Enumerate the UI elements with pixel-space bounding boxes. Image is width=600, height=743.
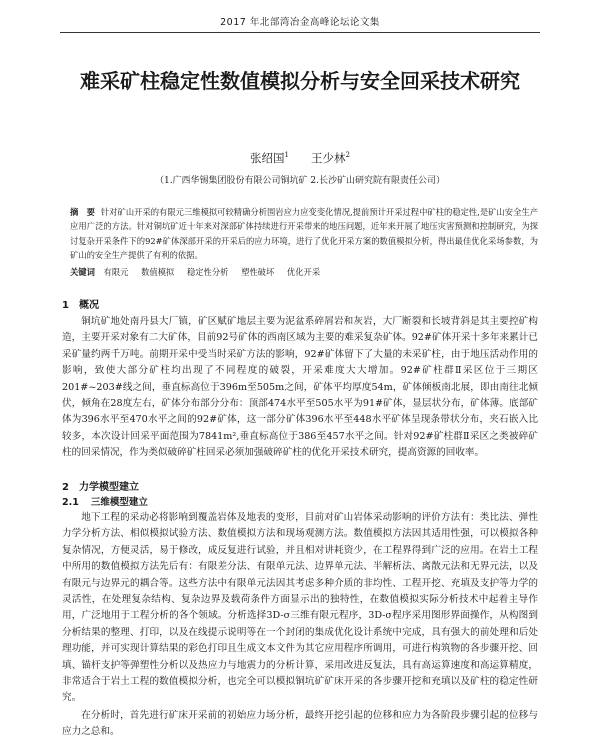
section-title: 力学模型建立 (78, 482, 139, 493)
abstract-text: 针对矿山开采的有限元三维模拟可较精确分析围岩应力应变变化情况,提前预计开采过程中矿柱的稳定性,是矿山安全生产应用广泛的方法。针对铜坑矿近十年来对深部矿体持续进行开采带来的地压问题，近年来开展了地压灾害预测和控制研究，为探讨复杂开采条件下的92#矿体深部开采的开采后的应力环境，进行了优化开采方案的数值模拟分析，得出最佳优化采场参数，为矿山的安全生产提供了有利的依据。 (70, 207, 538, 260)
paragraph: 在分析时，首先进行矿床开采前的初始应力场分析，最终开挖引起的位移和应力为各阶段步骤引起的位移与应力之总和。 (62, 710, 538, 738)
author-affil-mark: 2 (345, 151, 350, 160)
section-title: 概况 (78, 300, 99, 311)
section-heading (62, 296, 99, 311)
affiliation: （1.广西华锡集团股份有限公司铜坑矿 2.长沙矿山研究院有限责任公司） (154, 176, 446, 186)
keyword: 数值模拟 (141, 267, 175, 277)
paragraph: 铜坑矿地处南丹县大厂镇，矿区赋矿地层主要为泥盆系碎屑岩和灰岩，大厂断裂和长坡背斜是其主要控矿构造，主要开采对象有二大矿体，目前92号矿体的西南区域为主要的难采复杂矿体。92#矿体开采十多年来累计已采矿量约两千万吨。前期开采中受当时采矿方法的影响，92#矿体留下了大量的未采矿柱，由于地压活动作用的影响，致使大部分矿柱均出现了不同程度的破裂，开采难度大大增加。92#矿柱群Ⅱ采区位于三期区201#~203#线之间，垂直标高位于396m至505m之间，矿体平均厚度54m，矿体倾板南北展，即由南往北倾伏，倾角在28度左右，矿体分布部分分布：顶部474水平至505水平为91#矿体，显层状分布，矿体薄。底部矿体为396水平至470水平之间的92#矿体，这一部分矿体396水平至448水平矿体呈现条带状分布，夹石嵌入比较多，本次设计回采平面范围为7841m²,垂直标高位于386至457水平之间。针对92#矿柱群Ⅱ采区之类被碎矿柱的回采情况，作为类似破碎矿柱回采必须加强破碎矿柱的优化开采技术研究，提高资源的回收率。 (62, 316, 538, 459)
subsection-heading (62, 494, 148, 508)
keywords-label: 关键词 (70, 267, 95, 277)
author-name: 张绍国 (250, 151, 285, 165)
abstract-label: 摘 要 (70, 207, 95, 217)
subsection-title: 三维模型建立 (90, 497, 148, 508)
section-number: 2 (62, 482, 69, 493)
author-name: 王少林 (311, 151, 346, 165)
author-line (40, 150, 560, 166)
keyword: 稳定性分析 (186, 267, 229, 277)
paper-title: 难采矿柱稳定性数值模拟分析与安全回采技术研究 (80, 69, 520, 93)
running-header: 2017 年北部湾冶金高峰论坛论文集 (60, 14, 540, 33)
keywords (70, 265, 538, 279)
keyword: 塑性破坏 (241, 267, 275, 277)
section-heading (62, 478, 139, 493)
paragraph: 地下工程的采动必将影响到覆盖岩体及地表的变形，目前对矿山岩体采动影响的评价方法有：类比法、弹性力学分析方法、相似模拟试验方法、数值模拟方法和现场观测方法。数值模拟方法因其适用性强，可以模拟各种复杂情况，方便灵活，易于修改，成反复进行试验，并且相对讲耗资少，在工程界得到广泛的应用。在岩土工程中所用的数值模拟方法先后有：有限差分法、有限单元法、边界单元法、半解析法、离散元法和无界元法，以及有限元与边界元的耦合等。这些方法中有限单元法因其考虑多种介质的非均性、工程开挖、充填及支护等力学的灵活性，在处理复杂结构、复杂边界及载荷条件方面显示出的独特性，在数值模拟实际分析技术中起着主导作用，广泛地用于工程分析的各个领域。分析选择3D-σ三维有限元程序，3D-σ程序采用图形界面操作，从构图到分析结果的整理、打印，以及在线提示说明等在一个封闭的集成优化设计系统中完成，具有强大的前处理和后处理功能，并可实现计算结果的彩色打印且生成文本文件为其它应用程序所调用，可进行构筑物的各步骤开挖、回填、锚杆支护等弹塑性分析以及热应力与地震力的分析计算，采用改进反复法，具有高运算速度和高运算精度，非常适合于岩土工程的数值模拟分析，也完全可以模拟铜坑矿矿床开采的各步骤开挖和充填以及矿柱的稳定性研究。 (62, 512, 538, 704)
section-number: 1 (62, 300, 69, 311)
keyword: 优化开采 (286, 267, 321, 277)
abstract (70, 205, 538, 262)
author-affil-mark: 1 (284, 151, 289, 160)
subsection-number: 2.1 (62, 497, 79, 508)
keyword: 有限元 (103, 267, 129, 277)
